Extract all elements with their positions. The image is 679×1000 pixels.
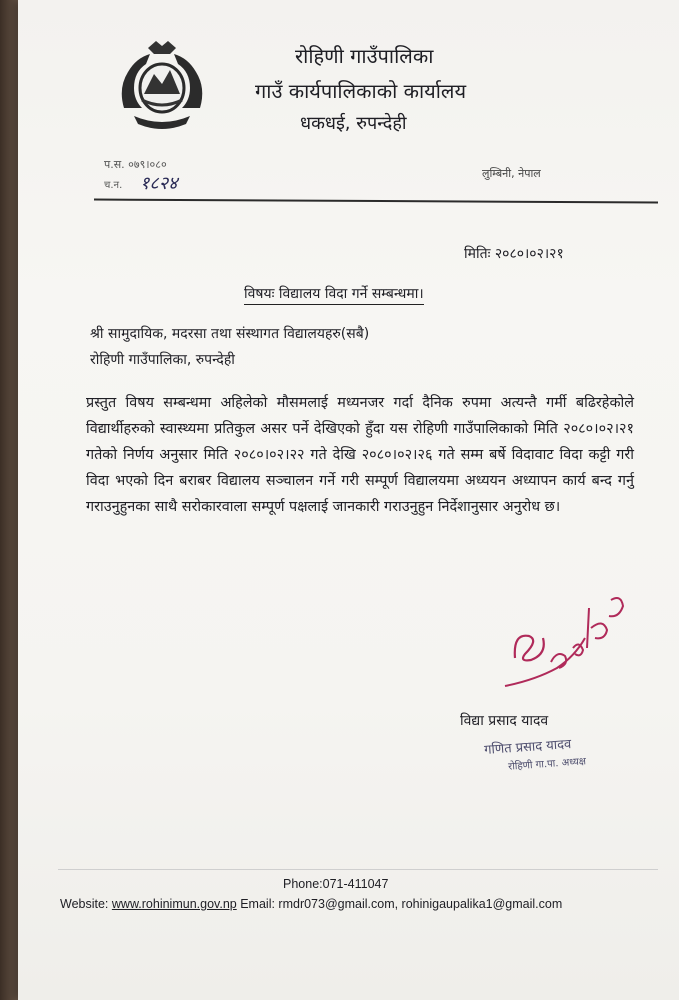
letter-date: मितिः २०८०।०२।२१	[464, 246, 564, 262]
dispatch-number: १८२४	[140, 173, 178, 194]
addressee-line-2: रोहिणी गाउँपालिका, रुपन्देही	[90, 352, 235, 368]
nepal-emblem-icon	[112, 38, 212, 138]
office-address: धकधई, रुपन्देही	[300, 113, 407, 134]
municipality-name: रोहिणी गाउँपालिका	[295, 44, 434, 68]
fiscal-year: प.स. ०७९।०८०	[104, 158, 167, 171]
website-link[interactable]: www.rohinimun.gov.np	[111, 897, 237, 911]
office-name: गाउँ कार्यपालिकाको कार्यालय	[255, 79, 467, 103]
signatory-name: विद्या प्रसाद यादव	[460, 713, 549, 729]
dispatch-label: च.न.	[104, 180, 123, 191]
stamp-title: रोहिणी गा.पा. अध्यक्ष	[507, 756, 587, 773]
letter-body: प्रस्तुत विषय सम्बन्धमा अहिलेको मौसमलाई मध्यनजर गर्दा दैनिक रुपमा अत्यन्तै गर्मी बढिरहेकोले विद्यार्थीहरुको स्वास्थ्यमा प्रतिकुल असर पर्ने देखिएको हुँदा यस रोहिणी गाउँपालिकाको मिति २०८०।०२।२१ गतेको निर्णय अनुसार मिति २०८०।०२।२२ गते देखि २०८०।०२।२६ गते सम्म बर्षे विदावाट विदा कट्टी गरी विदा भएको दिन बराबर विद्यालय सञ्चालन गर्ने गरी सम्पूर्ण विद्यालयमा अध्ययन अध्यापन कार्य बन्द गर्नु गराउनुहुनका साथै सरोकारवाला सम्पूर्ण पक्षलाई जानकारी गराउनुहुन निर्देशानुसार अनुरोध छ।	[86, 395, 634, 515]
website-label: Website:	[60, 897, 109, 911]
addressee-line-1: श्री सामुदायिक, मदरसा तथा संस्थागत विद्यालयहरु(सबै)	[90, 326, 370, 342]
footer-phone: Phone:071-411047	[283, 877, 389, 891]
footer-divider	[58, 869, 658, 870]
handwritten-signature	[495, 588, 635, 708]
place-text: लुम्बिनी, नेपाल	[482, 167, 541, 180]
footer-contact	[60, 897, 562, 911]
footer-email: Email: rmdr073@gmail.com, rohinigaupalika1@gmail.com	[240, 897, 563, 911]
stamp-name: गणित प्रसाद यादव	[483, 736, 572, 759]
letter-subject: विषयः विद्यालय विदा गर्ने सम्बन्धमा।	[244, 284, 424, 305]
